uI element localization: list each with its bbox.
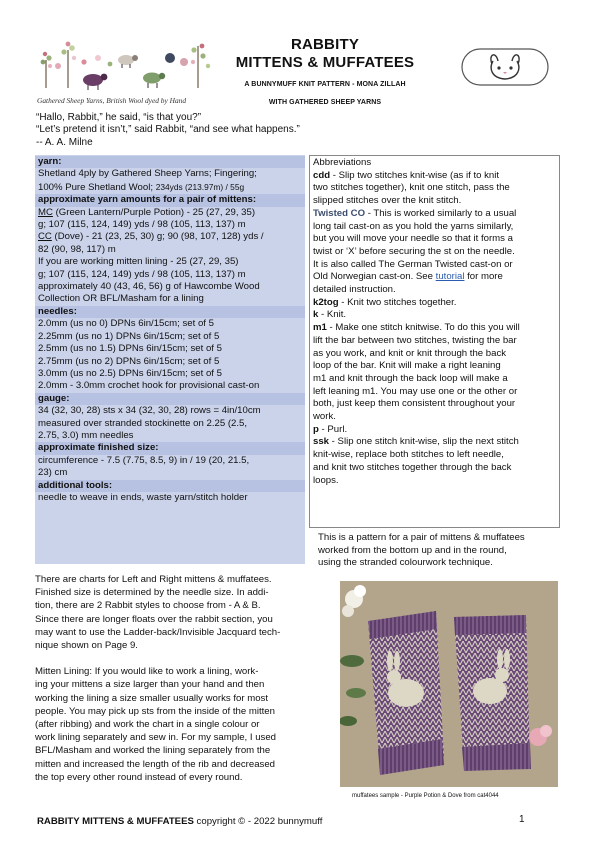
needles-heading: needles:	[35, 306, 305, 318]
abbr-m1: m1 - Make one stitch knitwise. To do this you will	[313, 322, 520, 334]
abbreviations-heading: Abbreviations	[313, 157, 372, 168]
yarn-heading: yarn:	[35, 156, 305, 168]
sheep-illustration	[38, 36, 218, 92]
abbr-cdd: cdd - Slip two stitches knit-wise (as if to knit	[313, 169, 500, 181]
amounts-heading: approximate yarn amounts for a pair of mittens:	[35, 194, 305, 206]
gauge-heading: gauge:	[35, 393, 305, 405]
sheep-icon	[83, 74, 107, 90]
flower-icon	[55, 55, 112, 69]
abbr-k2tog: k2tog - Knit two stitches together.	[313, 296, 457, 308]
muffatees-photo	[340, 581, 558, 787]
yarn-subtitle: WITH GATHERED SHEEP YARNS	[268, 99, 382, 106]
tree-icon	[61, 42, 76, 88]
yarn-ball-icon	[165, 53, 188, 66]
abbr-p: p - Purl.	[313, 423, 348, 435]
page-number: 1	[519, 814, 525, 825]
materials-box: yarn: Shetland 4ply by Gathered Sheep Yarns; Fingering; 100% Pure Shetland Wool; 234yds (213.97m) / 55g approximate yarn amounts for a pair of mittens: MC (Green Lantern/Purple Potion) - 25 (27, 29, 35) g; 107 (115, 124, 149) yds / 98 (105, 113, 137) m CC (Dove) - 21 (23, 25, 30) g; 90 (98, 107, 128) yds / 82 (90, 98, 117) m If you are working mitten lining - 25 (27, 29, 35) g; 107 (115, 124, 149) yds / 98 (105, 113, 137) m approximately 40 (43, 46, 56) g of Hawcombe Wood Collection OR BFL/Masham for a lining needles: 2.0mm (us no 0) DPNs 6in/15cm; set of 5 2.25mm (us no 1) DPNs 6in/15cm; set of 5 2.5mm (us no 1.5) DPNs 6in/15cm; set of 5 2.75mm (us no 2) DPNs 6in/15cm; set of 5 3.0mm (us no 2.5) DPNs 6in/15cm; set of 5 2.0mm - 3.0mm crochet hook for provisional cast-on gauge: 34 (32, 30, 28) sts x 34 (32, 30, 28) rows = 4in/10cm measured over stranded stockinette on 2.25 (2.5, 2.75, 3.0) mm needles approximate finished size: circumference - 7.5 (7.75, 8.5, 9) in / 19 (20, 21.5, 23) cm additional tools: needle to weave in ends, waste yarn/stitch holder	[35, 155, 305, 564]
needle-item: 2.0mm (us no 0) DPNs 6in/15cm; set of 5	[38, 318, 214, 330]
tutorial-link[interactable]: tutorial	[435, 271, 465, 283]
body-text: There are charts for Left and Right mittens & muffatees. Finished size is determined by the needle size. In addi- tion, there are 2 Rabbit styles to choose from - A & B. Since there are longer floats over the rabbit section, you may want to use the Ladder-back/Invisible Jacquard tech- nique shown on Page 9. Mitten Lining: If you would like to work a lining, work- ing your mittens a size larger than your hand and then working the lining a size smaller usually works for most people. You may pick up sts from the inside of the mitten (after ribbing) and work the chart in a single colour or work lining separately and sew in. For my sample, I used BFL/Masham and worked the lining separately from the mitten and increased the length of the rib and decreased the top every other round instead of every round.	[35, 574, 281, 783]
opening-quote: “Hallo, Rabbit,” he said, “is that you?” “Let’s pretend it isn’t,” said Rabbit, “and see what happens.” -- A. A. Milne	[36, 112, 300, 148]
rabbit-logo	[461, 48, 549, 86]
tools-heading: additional tools:	[35, 480, 305, 492]
abbr-ssk: ssk - Slip one stitch knit-wise, slip the next stitch	[313, 436, 519, 448]
pattern-subtitle: A BUNNYMUFF KNIT PATTERN - MONA ZILLAH	[244, 81, 406, 88]
needle-item: 2.0mm - 3.0mm crochet hook for provisional cast-on	[38, 380, 260, 392]
left-muffatee	[368, 611, 444, 775]
header-caption: Gathered Sheep Yarns, British Wool dyed by Hand	[37, 96, 187, 105]
sheep-icon	[143, 73, 165, 89]
sheep-icon	[118, 55, 138, 68]
abbr-k: k - Knit.	[313, 309, 347, 321]
pattern-intro: This is a pattern for a pair of mittens & muffatees worked from the bottom up and in the round, using the stranded colourwork technique.	[318, 532, 525, 569]
size-heading: approximate finished size:	[35, 442, 305, 454]
needle-item: 3.0mm (us no 2.5) DPNs 6in/15cm; set of 5	[38, 367, 222, 379]
needle-item: 2.5mm (us no 1.5) DPNs 6in/15cm; set of 5	[38, 343, 222, 355]
abbr-twisted-co: Twisted CO - This is worked similarly to a usual	[313, 207, 517, 219]
needle-item: 2.25mm (us no 1) DPNs 6in/15cm; set of 5	[38, 330, 220, 342]
needle-item: 2.75mm (us no 2) DPNs 6in/15cm; set of 5	[38, 355, 220, 367]
footer: RABBITY MITTENS & MUFFATEES copyright © - 2022 bunnymuff	[37, 816, 323, 827]
tree-icon	[41, 52, 52, 88]
photo-caption: muffatees sample - Purple Potion & Dove from cat4044	[352, 793, 499, 799]
page-title: RABBITY MITTENS & MUFFATEES	[235, 36, 415, 71]
right-muffatee	[454, 615, 531, 771]
abbreviations-box: Abbreviations cdd - Slip two stitches knit-wise (as if to knit two stitches together), knit one stitch, pass the slipped stitches over the knit stitch. Twisted CO - This is worked similarly to a usual long tail cast-on as you hold the yarns similarly, but you will move your needle so that it forms a twist or ‘X’ before securing the st on the needle. It is also called The German Twisted cast-on or Old Norwegian cast-on. See tutorial for more detailed instruction. k2tog - Knit two stitches together. k - Knit. m1 - Make one stitch knitwise. To do this you will lift the bar between two stitches, twisting the bar as you work, and knit or knit through the back loop of the bar. Knit will make a right leaning m1 and knit through the back loop will make a left leaning m1. You may use one or the other or both, just keep them consistent throughout your work. p - Purl. ssk - Slip one stitch knit-wise, slip the next stitch knit-wise, replace both stitches to left needle, and knit two stitches together through the back loops.	[309, 155, 560, 528]
